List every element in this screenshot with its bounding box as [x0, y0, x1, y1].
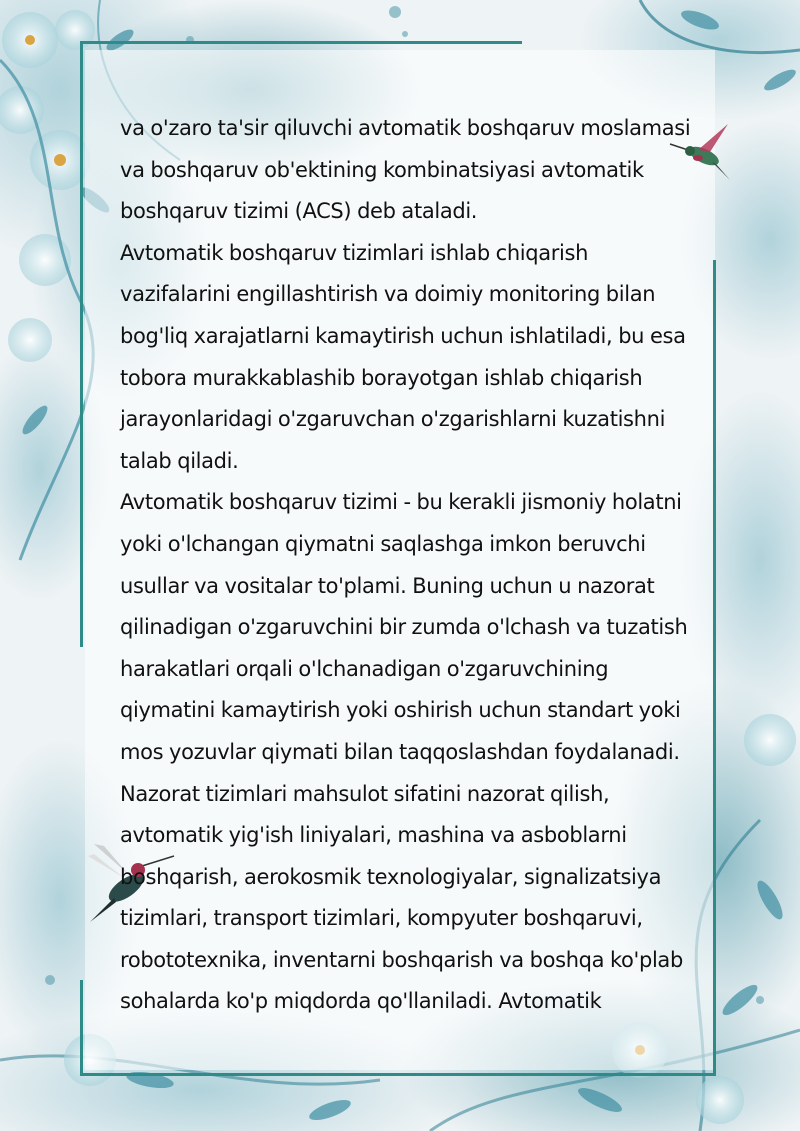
text-line: Avtomatik boshqaruv tizimlari ishlab chiqarish [120, 240, 589, 265]
text-line: Nazorat tizimlari mahsulot sifatini nazorat qilish, [120, 781, 610, 806]
text-line: avtomatik yig'ish liniyalari, mashina va asboblarni [120, 823, 627, 848]
text-line: robototexnika, inventarni boshqarish va boshqa ko'plab [120, 947, 683, 972]
text-line: bog'liq xarajatlarni kamaytirish uchun ishlatiladi, bu esa [120, 323, 686, 348]
frame-right-line [713, 260, 716, 1076]
frame-left-line [80, 41, 83, 647]
frame-left-lower-line [80, 980, 83, 1076]
frame-bottom-line [80, 1073, 716, 1076]
text-line: yoki o'lchangan qiymatni saqlashga imkon beruvchi [120, 531, 646, 556]
text-line: harakatlari orqali o'lchanadigan o'zgaruvchining [120, 656, 609, 681]
frame-top-line [80, 41, 522, 44]
text-line: usullar va vositalar to'plami. Buning uchun u nazorat [120, 573, 655, 598]
text-line: boshqarish, aerokosmik texnologiyalar, signalizatsiya [120, 864, 662, 889]
document-body [120, 108, 690, 1023]
text-line: vazifalarini engillashtirish va doimiy monitoring bilan [120, 282, 656, 307]
text-line: boshqaruv tizimi (ACS) deb ataladi. [120, 199, 478, 224]
text-line: Avtomatik boshqaruv tizimi - bu kerakli jismoniy holatni [120, 490, 682, 515]
text-line: va o'zaro ta'sir qiluvchi avtomatik boshqaruv moslamasi [120, 116, 691, 140]
text-line: qiymatini kamaytirish yoki oshirish uchun standart yoki [120, 698, 681, 723]
text-line: qilinadigan o'zgaruvchini bir zumda o'lchash va tuzatish [120, 615, 688, 640]
text-line: mos yozuvlar qiymati bilan taqqoslashdan foydalanadi. [120, 739, 680, 764]
text-line: va boshqaruv ob'ektining kombinatsiyasi avtomatik [120, 157, 644, 182]
text-line: tizimlari, transport tizimlari, kompyuter boshqaruvi, [120, 906, 643, 931]
text-line: sohalarda ko'p miqdorda qo'llaniladi. Avtomatik [120, 989, 602, 1014]
text-line: tobora murakkablashib borayotgan ishlab chiqarish [120, 365, 643, 390]
text-line: talab qiladi. [120, 448, 239, 473]
text-line: jarayonlaridagi o'zgaruvchan o'zgarishlarni kuzatishni [120, 407, 666, 432]
